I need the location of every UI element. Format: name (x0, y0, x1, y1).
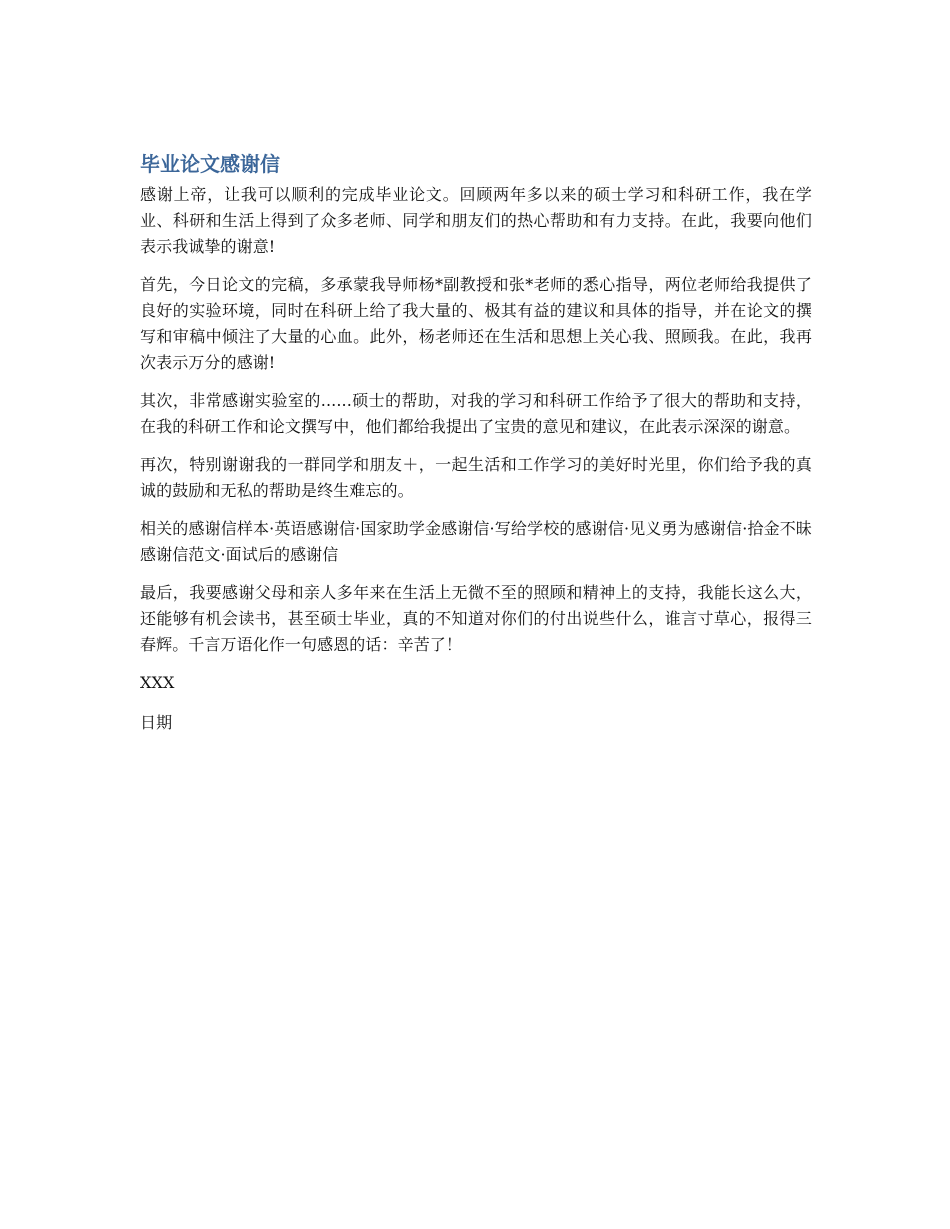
signature: XXX (140, 673, 175, 692)
paragraph-lab: 其次，非常感谢实验室的......硕士的帮助，对我的学习和科研工作给予了很大的帮助和支持，在我的科研工作和论文撰写中，他们都给我提出了宝贵的意见和建议，在此表示深深的谢意。 (140, 391, 812, 436)
paragraph-intro: 感谢上帝，让我可以顺利的完成毕业论文。回顾两年多以来的硕士学习和科研工作，我在学业、科研和生活上得到了众多老师、同学和朋友们的热心帮助和有力支持。在此，我要向他们表示我诚挚的谢意! (140, 185, 812, 256)
document-title: 毕业论文感谢信 (140, 152, 280, 176)
paragraph-advisors: 首先，今日论文的完稿，多承蒙我导师杨*副教授和张*老师的悉心指导，两位老师给我提供了良好的实验环境，同时在科研上给了我大量的、极其有益的建议和具体的指导，并在论文的撰写和审稿中倾注了大量的心血。此外，杨老师还在生活和思想上关心我、照顾我。在此，我再次表示万分的感谢! (140, 275, 812, 372)
paragraph-family: 最后，我要感谢父母和亲人多年来在生活上无微不至的照顾和精神上的支持，我能长这么大，还能够有机会读书，甚至硕士毕业，真的不知道对你们的付出说些什么，谁言寸草心，报得三春辉。千言万语化作一句感恩的话：辛苦了！ (140, 583, 812, 654)
paragraph-friends: 再次，特别谢谢我的一群同学和朋友＋，一起生活和工作学习的美好时光里，你们给予我的真诚的鼓励和无私的帮助是终生难忘的。 (140, 455, 812, 500)
paragraph-related-links: 相关的感谢信样本·英语感谢信·国家助学金感谢信·写给学校的感谢信·见义勇为感谢信·拾金不昧感谢信范文·面试后的感谢信 (140, 519, 812, 564)
date-line: 日期 (140, 713, 173, 732)
document-body (140, 150, 812, 750)
